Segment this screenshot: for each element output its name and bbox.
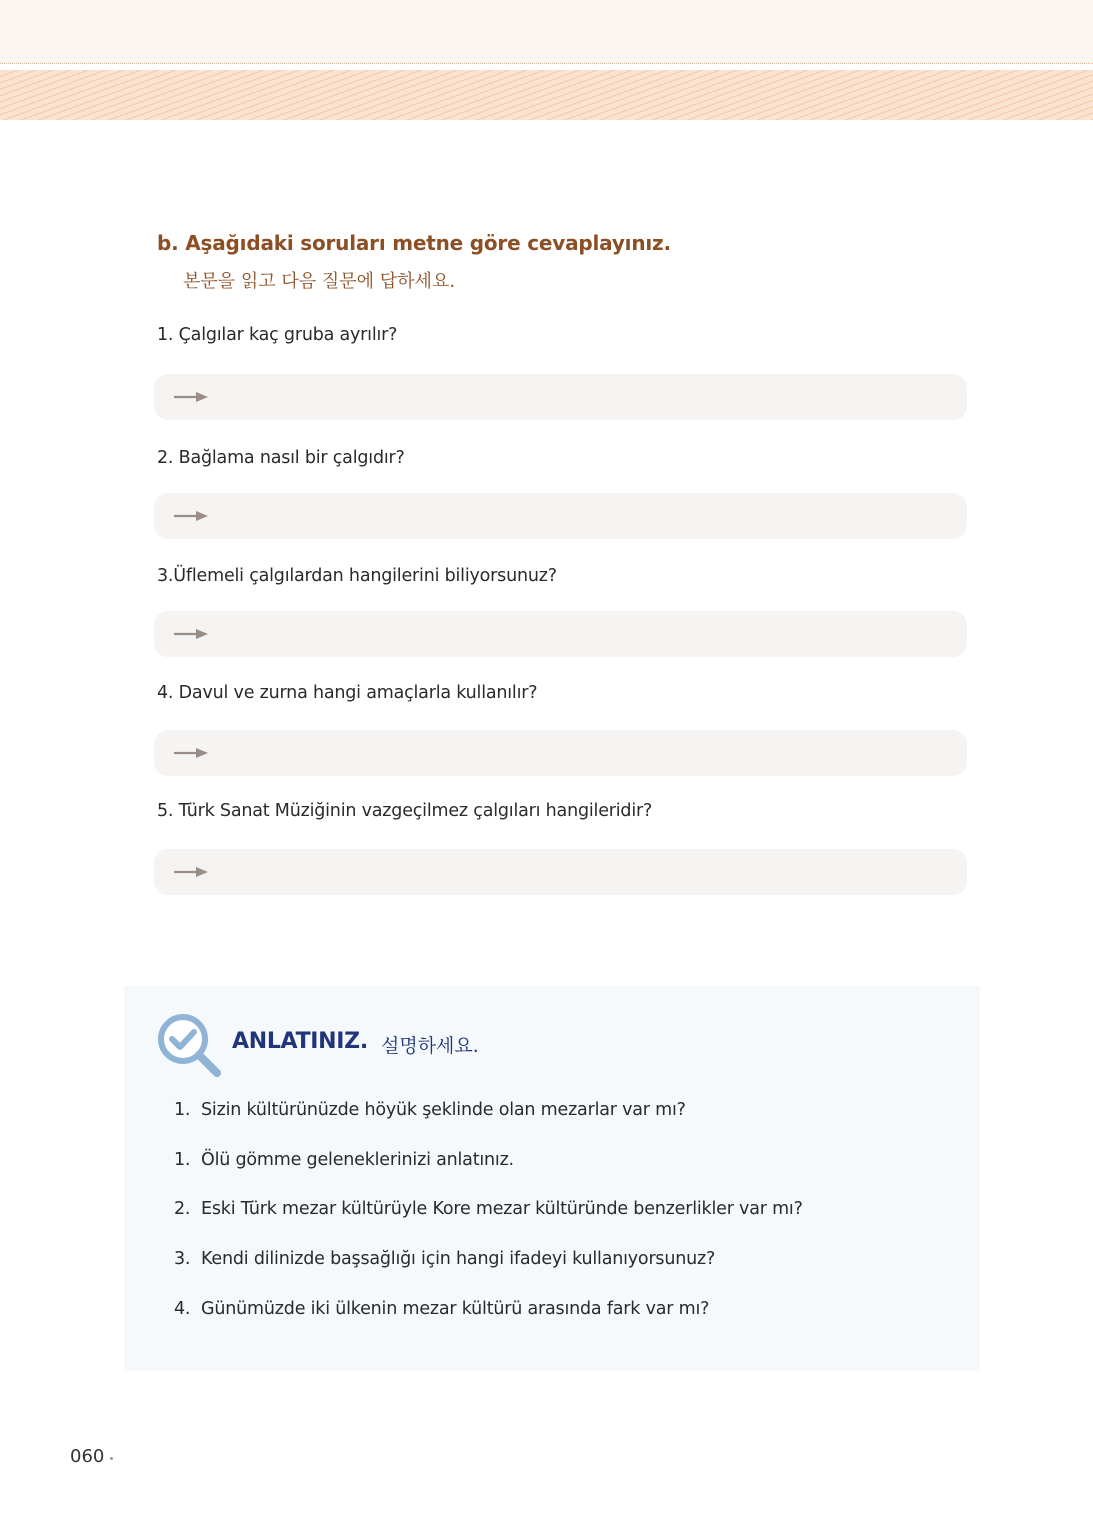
- arrow-right-icon: [174, 746, 210, 760]
- speaking-title-korean: 설명하세요.: [381, 1035, 479, 1057]
- arrow-right-icon: [174, 627, 210, 641]
- answer-field-5[interactable]: [154, 849, 967, 895]
- speaking-title: ANLATINIZ.: [232, 1029, 368, 1054]
- question-5: 5. Türk Sanat Müziğinin vazgeçilmez çalgıları hangileridir?: [157, 801, 653, 821]
- speaking-item: 4. Günümüzde iki ülkenin mezar kültürü arasında fark var mı?: [174, 1299, 710, 1319]
- arrow-right-icon: [174, 509, 210, 523]
- answer-field-1[interactable]: [154, 374, 967, 420]
- speaking-item: 3. Kendi dilinizde başsağlığı için hangi ifadeyi kullanıyorsunuz?: [174, 1249, 716, 1269]
- arrow-right-icon: [174, 865, 210, 879]
- header-striped-band: [0, 70, 1093, 120]
- section-b-title: b. Aşağıdaki soruları metne göre cevaplayınız.: [157, 231, 671, 255]
- speaking-item: 1. Ölü gömme geleneklerinizi anlatınız.: [174, 1150, 514, 1170]
- page-number: 060: [70, 1446, 105, 1467]
- magnifier-check-icon: [156, 1012, 222, 1078]
- section-b-subtitle: 본문을 읽고 다음 질문에 답하세요.: [183, 271, 456, 292]
- answer-field-2[interactable]: [154, 493, 967, 539]
- arrow-right-icon: [174, 390, 210, 404]
- question-2: 2. Bağlama nasıl bir çalgıdır?: [157, 448, 405, 468]
- header-band: [0, 0, 1093, 63]
- answer-field-3[interactable]: [154, 611, 967, 657]
- speaking-item: 1. Sizin kültürünüzde höyük şeklinde olan mezarlar var mı?: [174, 1100, 686, 1120]
- answer-field-4[interactable]: [154, 730, 967, 776]
- question-3: 3.Üflemeli çalgılardan hangilerini biliyorsunuz?: [157, 566, 557, 586]
- question-4: 4. Davul ve zurna hangi amaçlarla kullanılır?: [157, 683, 538, 703]
- speaking-item: 2. Eski Türk mezar kültürüyle Kore mezar kültüründe benzerlikler var mı?: [174, 1199, 803, 1219]
- header-dotted-divider: [0, 63, 1093, 64]
- page-number-dot: [110, 1457, 113, 1460]
- question-1: 1. Çalgılar kaç gruba ayrılır?: [157, 325, 398, 345]
